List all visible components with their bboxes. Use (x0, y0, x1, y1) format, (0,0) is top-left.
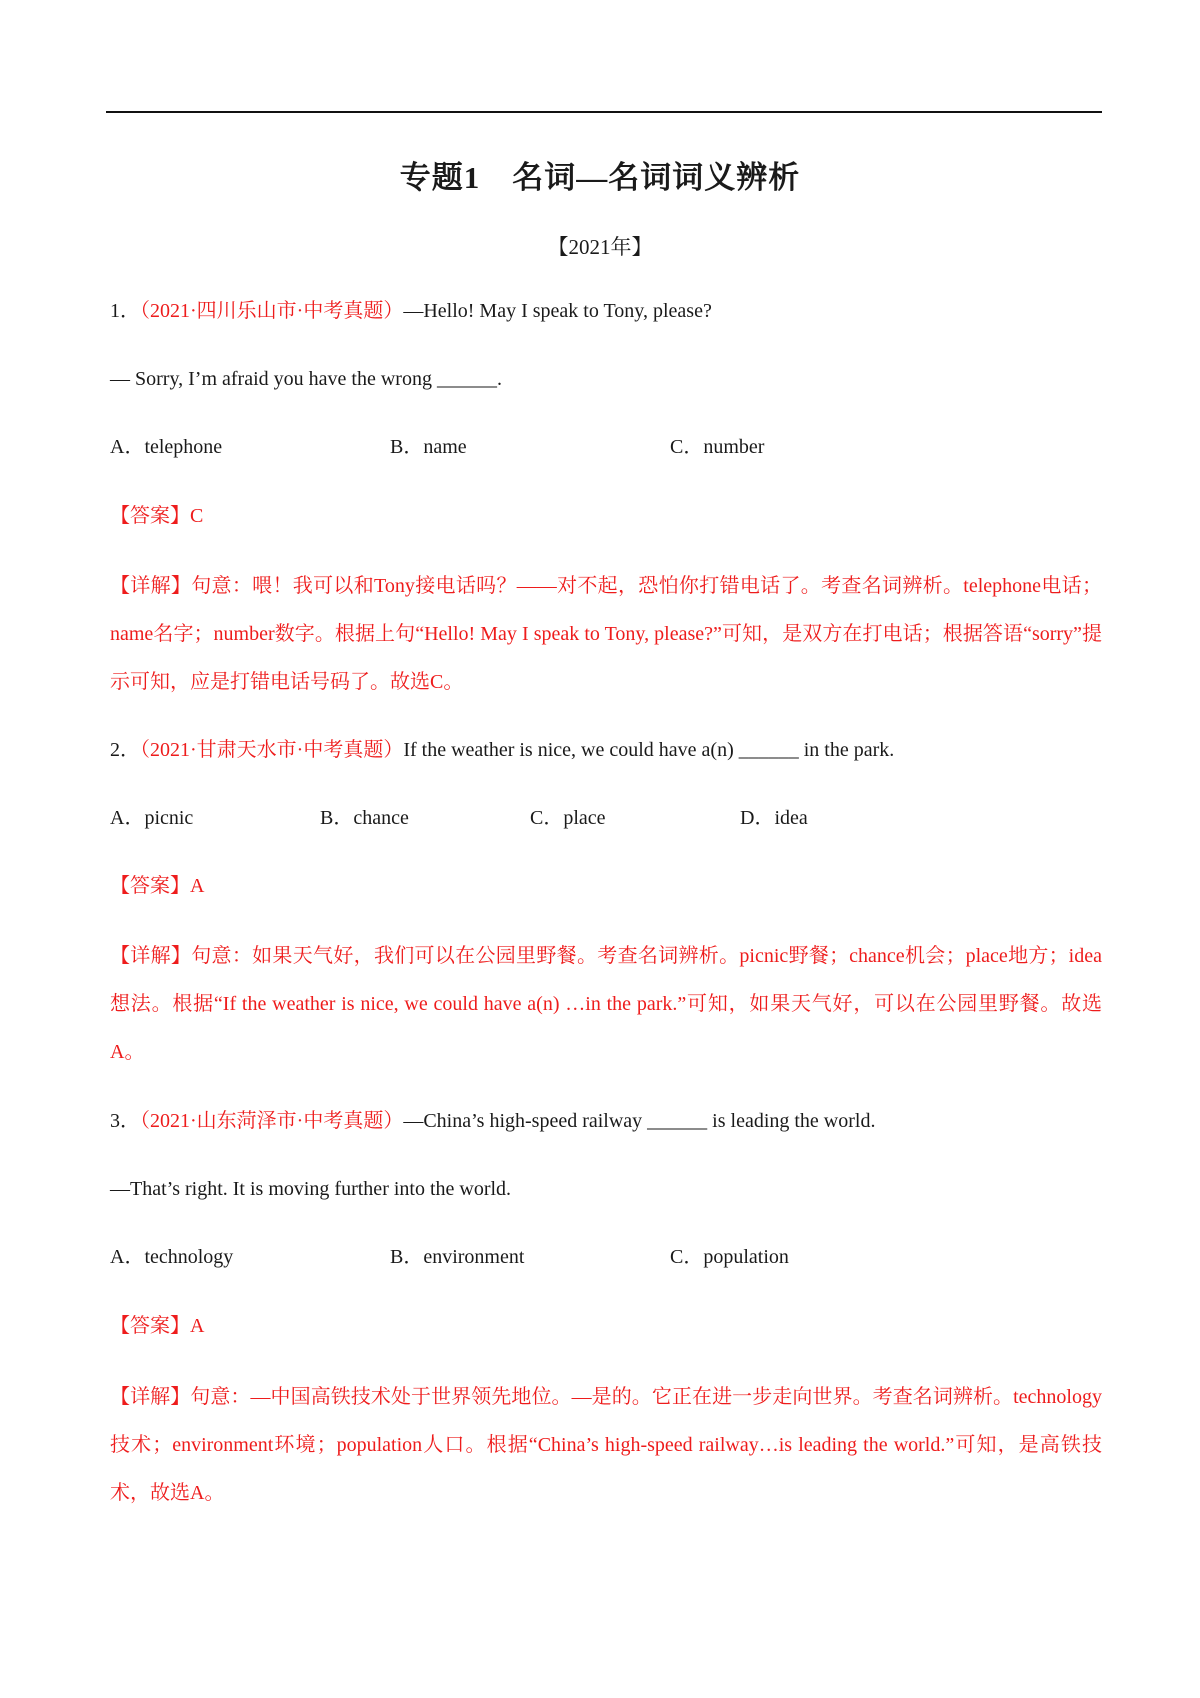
option-c: C．number (670, 436, 765, 458)
answer: 【答案】A (110, 1315, 205, 1337)
question-1 (110, 298, 712, 324)
option-a: A．technology (110, 1246, 234, 1268)
option-b: B．chance (320, 807, 409, 829)
option-a: A．picnic (110, 807, 194, 829)
option-d: D．idea (740, 807, 808, 829)
question-number: 2． (110, 739, 140, 761)
header-rule (106, 111, 1102, 113)
option-c: C．population (670, 1246, 789, 1268)
explanation: 【详解】句意：—中国高铁技术处于世界领先地位。—是的。它正在进一步走向世界。考查名词辨析。technology技术；environment环境；population人口。根据“China’s high-speed railway…is leading the world.”可知，是高铁技术，故选A。 (110, 1386, 1102, 1504)
question-stem-reply: —That’s right. It is moving further into the world. (110, 1178, 512, 1200)
question-stem-reply: — Sorry, I’m afraid you have the wrong ______. (110, 368, 502, 390)
year-heading: 【2021年】 (547, 235, 653, 259)
question-2 (110, 737, 894, 763)
question-number: 1． (110, 300, 140, 322)
answer: 【答案】A (110, 875, 205, 897)
option-b: B．name (390, 436, 467, 458)
explanation: 【详解】句意：如果天气好，我们可以在公园里野餐。考查名词辨析。picnic野餐；chance机会；place地方；idea想法。根据“If the weather is nice, we could have a(n) …in the park.”可知，如果天气好，可以在公园里野餐。故选A。 (110, 945, 1102, 1063)
question-stem: —Hello! May I speak to Tony, please? (403, 300, 712, 322)
question-source: （2021·山东菏泽市·中考真题） (140, 1110, 404, 1132)
question-stem: If the weather is nice, we could have a(n) ______ in the park. (403, 739, 895, 761)
option-b: B．environment (390, 1246, 525, 1268)
question-number: 3． (110, 1110, 140, 1132)
question-stem: —China’s high-speed railway ______ is leading the world. (403, 1110, 876, 1132)
question-3 (110, 1108, 875, 1134)
answer: 【答案】C (110, 505, 204, 527)
explanation: 【详解】句意：喂！我可以和Tony接电话吗？——对不起，恐怕你打错电话了。考查名词辨析。telephone电话；name名字；number数字。根据上句“Hello! May I speak to Tony, please?”可知，是双方在打电话；根据答语“sorry”提示可知，应是打错电话号码了。故选C。 (110, 575, 1102, 693)
question-source: （2021·甘肃天水市·中考真题） (140, 739, 404, 761)
option-a: A．telephone (110, 436, 223, 458)
page-title: 专题1 名词—名词词义辨析 (399, 160, 801, 195)
option-c: C．place (530, 807, 606, 829)
question-source: （2021·四川乐山市·中考真题） (140, 300, 404, 322)
